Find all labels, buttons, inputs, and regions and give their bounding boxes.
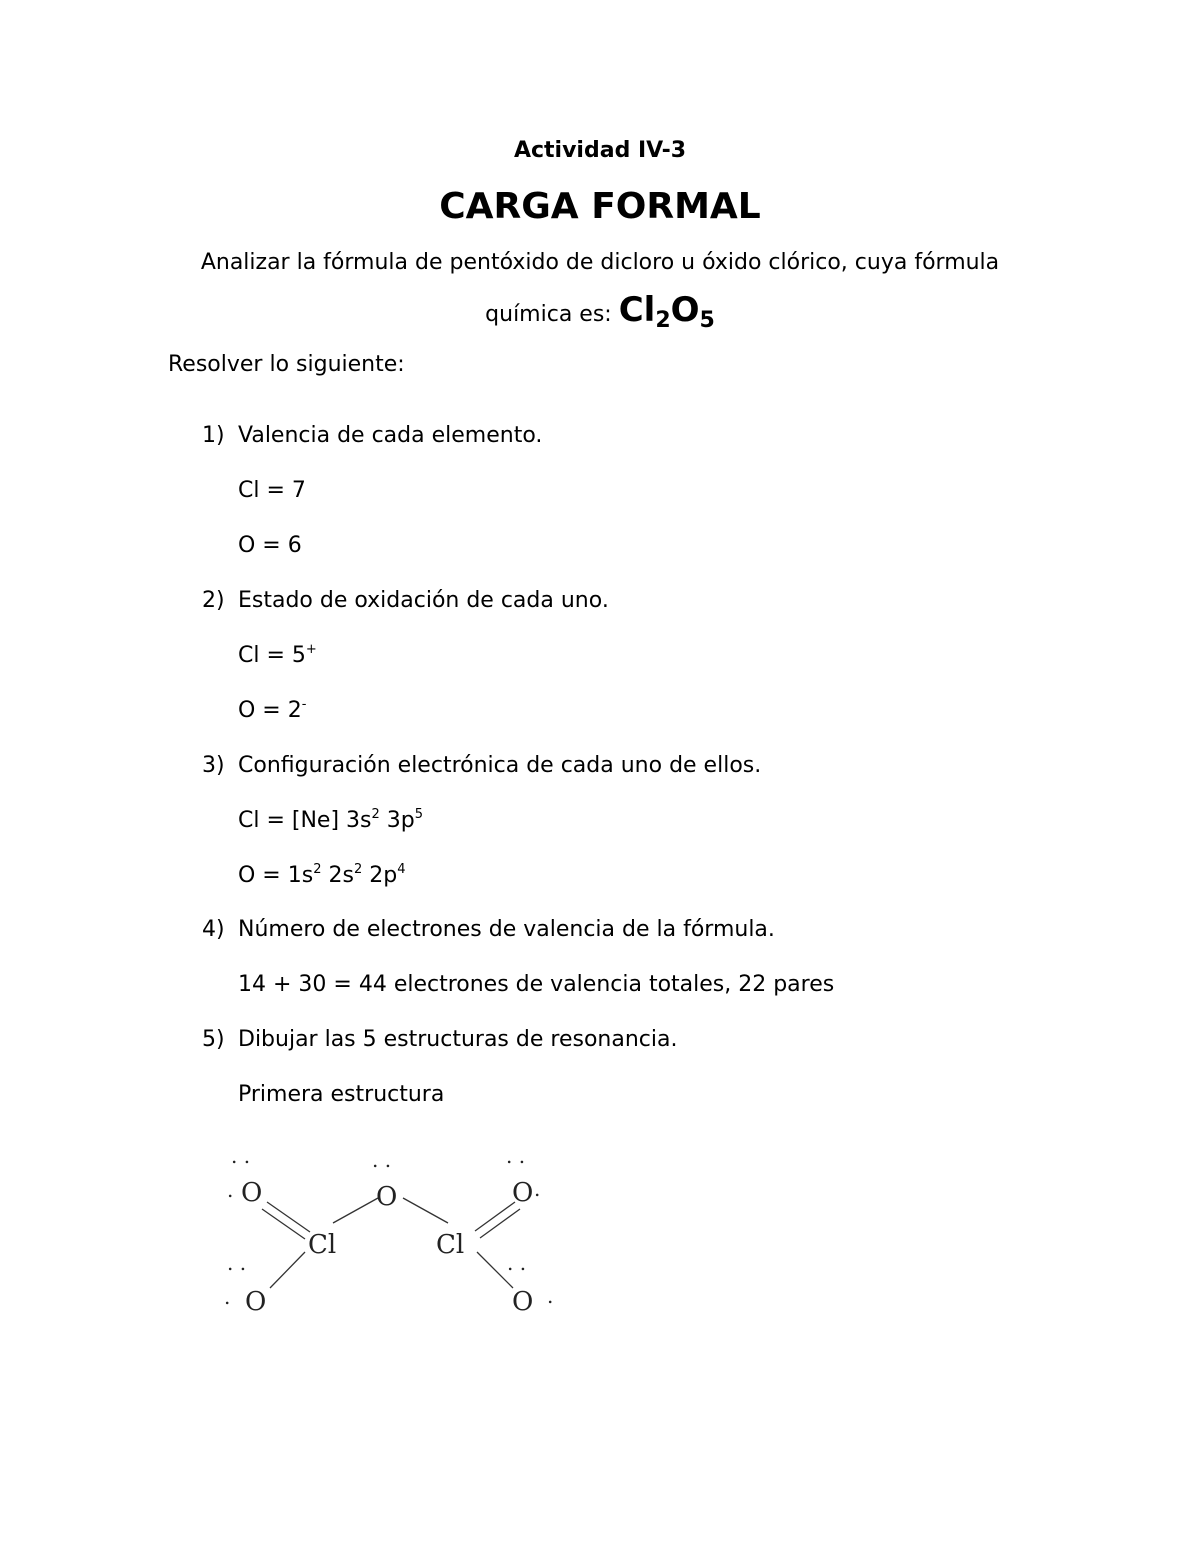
item-label: Valencia de cada elemento. [238,423,543,448]
list-item [202,1027,677,1052]
answer-oxidation-cl [238,643,317,668]
item-label: Dibujar las 5 estructuras de resonancia. [238,1027,678,1052]
single-bond-bridge-left [333,1198,378,1223]
config-superscript: 2 [371,807,380,822]
single-bond-bridge-right [403,1198,448,1223]
lone-pair-bridge: . . [372,1148,392,1172]
lone-electron-bottom-right: . [547,1284,554,1308]
chemical-formula [618,290,715,333]
atom-oxygen-top-left: O [241,1178,263,1208]
answer-config-o [238,863,405,888]
atom-oxygen-bottom-left: O [245,1287,267,1317]
answer-valence-cl: Cl = 7 [238,478,306,503]
atom-oxygen-top-right: O [512,1178,534,1208]
activity-subtitle: Actividad IV-3 [513,138,687,163]
formula-subscript-2: 2 [655,308,671,333]
item-label: Número de electrones de valencia de la fórmula. [238,917,775,942]
atom-chlorine-left: Cl [308,1230,337,1260]
charge-superscript: - [301,697,307,712]
lone-pair-top-left: . . [231,1144,251,1168]
formula-subscript-5: 5 [699,308,715,333]
atom-chlorine-right: Cl [436,1230,465,1260]
intro-line-2-text: química es: [485,302,619,327]
formula-element-cl: Cl [618,290,656,330]
instructions: Resolver lo siguiente: [168,352,405,377]
atom-oxygen-bridge: O [376,1182,398,1212]
item-number: 5) [202,1027,225,1052]
config-text: O = 1s [238,863,314,888]
list-item [202,588,609,613]
item-number: 1) [202,423,225,448]
answer-valence-o: O = 6 [238,533,302,558]
config-text: Cl = [Ne] 3s [238,808,372,833]
intro-line-2 [0,290,1200,333]
config-superscript: 2 [313,862,322,877]
answer-text: O = 2 [238,698,302,723]
item-label: Configuración electrónica de cada uno de ellos. [238,753,762,778]
config-text: 2p [362,863,398,888]
lone-pair-top-right: . . [506,1144,526,1168]
answer-electrons: 14 + 30 = 44 electrones de valencia totales, 22 pares [238,972,835,997]
lone-electron-bottom-left: . [224,1285,231,1309]
answer-config-cl [238,808,423,833]
list-item [202,753,761,778]
config-text: 2s [321,863,354,888]
config-superscript: 5 [414,807,424,822]
item-number: 4) [202,917,225,942]
item-number: 2) [202,588,225,613]
config-superscript: 2 [353,862,363,877]
config-superscript: 4 [397,862,406,877]
lone-electron-top-right: . [534,1177,541,1201]
lewis-structure-diagram [215,1140,575,1330]
structure-caption: Primera estructura [238,1082,445,1107]
intro-line-1: Analizar la fórmula de pentóxido de dicloro u óxido clórico, cuya fórmula [200,250,1000,275]
list-item [202,917,775,942]
page-title: CARGA FORMAL [439,186,761,227]
atom-oxygen-bottom-right: O [512,1287,534,1317]
list-item [202,423,542,448]
item-number: 3) [202,753,225,778]
charge-superscript: + [305,642,317,657]
lone-pair-bottom-right: . . [507,1251,527,1275]
item-label: Estado de oxidación de cada uno. [238,588,609,613]
formula-element-o: O [670,290,700,330]
answer-oxidation-o [238,698,306,723]
config-text: 3p [379,808,415,833]
lone-pair-bottom-left: . . [227,1251,247,1275]
answer-text: Cl = 5 [238,643,306,668]
lone-electron-top-left: . [227,1178,234,1202]
single-bond-bottom-left [270,1252,305,1288]
